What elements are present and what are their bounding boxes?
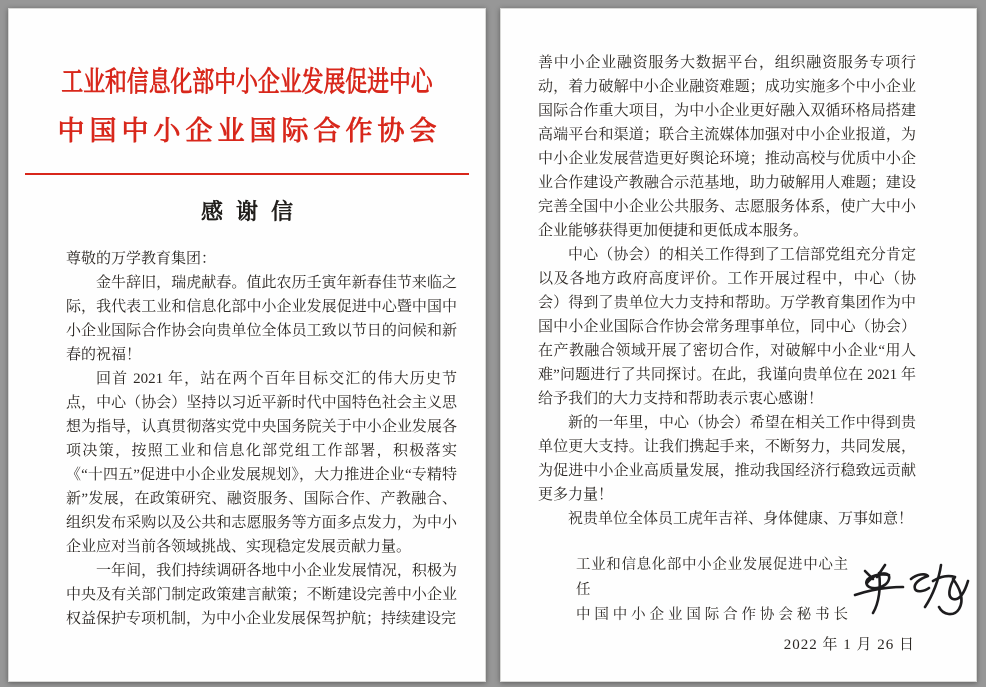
paragraph-acknowledgement: 中心（协会）的相关工作得到了工信部党组充分肯定以及各地方政府高度评价。工作开展过程中，中心（协会）得到了贵单位大力支持和帮助。万学教育集团作为中国中小企业国际合作协会常务理事单位，同中心（协会）在产教融合领域开展了密切合作，对破解中小企业“用人难”问题进行了共同探讨。在此，我谨向贵单位在 2021 年给予我们的大力支持和帮助表示衷心感谢！ bbox=[538, 247, 916, 407]
closing-wish: 祝贵单位全体员工虎年吉祥、身体健康、万事如意！ bbox=[568, 511, 914, 527]
paragraph-review-2021: 回首 2021 年，站在两个百年目标交汇的伟大历史节点，中心（协会）坚持以习近平新时代中国特色社会主义思想为指导，认真贯彻落实党中央国务院关于中小企业发展各项决策，按照工业和信息化部党组工作部署，积极落实《“十四五”促进中小企业发展规划》，大力推进企业“专精特新”发展，在政策研究、融资服务、国际合作、产教融合、组织发布采购以及公共和志愿服务等方面多点发力，为中小企业应对当前各领域挑战、实现稳定发展贡献力量。 bbox=[66, 371, 457, 555]
red-divider bbox=[25, 173, 469, 175]
signer-title-line-2: 中国中小企业国际合作协会秘书长 bbox=[576, 607, 848, 623]
paragraph-yearly-work-continued: 善中小企业融资服务大数据平台，组织融资服务专项行动，着力破解中小企业融资难题；成功实施多个中小企业国际合作重大项目，为中小企业更好融入双循环格局搭建高端平台和渠道；联合主流媒体加强对中小企业报道，为中小企业发展营造更好舆论环境；推动高校与优质中小企业合作建设产教融合示范基地，助力破解用人难题；建设完善全国中小企业公共服务、志愿服务体系，使广大中小企业能够获得更加便捷和更低成本服务。 bbox=[538, 55, 916, 239]
letter-page-1 bbox=[8, 8, 486, 682]
paragraph-greeting: 金牛辞旧，瑞虎献春。值此农历壬寅年新春佳节来临之际，我代表工业和信息化部中小企业发展促进中心暨中国中小企业国际合作协会向贵单位全体员工致以节日的问候和新春的祝福！ bbox=[66, 275, 457, 363]
letterhead bbox=[9, 9, 485, 175]
org-name-line-2: 中国中小企业国际合作协会 bbox=[57, 116, 442, 146]
handwritten-signature bbox=[849, 549, 971, 631]
letter-date: 2022 年 1 月 26 日 bbox=[783, 637, 915, 653]
salutation: 尊敬的万学教育集团： bbox=[66, 251, 217, 267]
letter-title: 感谢信 bbox=[200, 199, 306, 224]
paragraph-yearly-work: 一年间，我们持续调研各地中小企业发展情况，积极为中央及有关部门制定政策建言献策；不断建设完善中小企业权益保护专项机制，为中小企业发展保驾护航；持续建设完 bbox=[66, 563, 457, 627]
signer-block bbox=[576, 553, 848, 628]
signer-title-line-1: 工业和信息化部中小企业发展促进中心主任 bbox=[576, 557, 848, 598]
letter-body-page-1 bbox=[9, 247, 485, 631]
letter-page-2 bbox=[500, 8, 977, 682]
paragraph-new-year-outlook: 新的一年里，中心（协会）希望在相关工作中得到贵单位更大支持。让我们携起手来，不断努力，共同发展，为促进中小企业高质量发展，推动我国经济行稳致远贡献更多力量！ bbox=[538, 415, 916, 503]
org-name-line-1: 工业和信息化部中小企业发展促进中心 bbox=[61, 67, 433, 98]
